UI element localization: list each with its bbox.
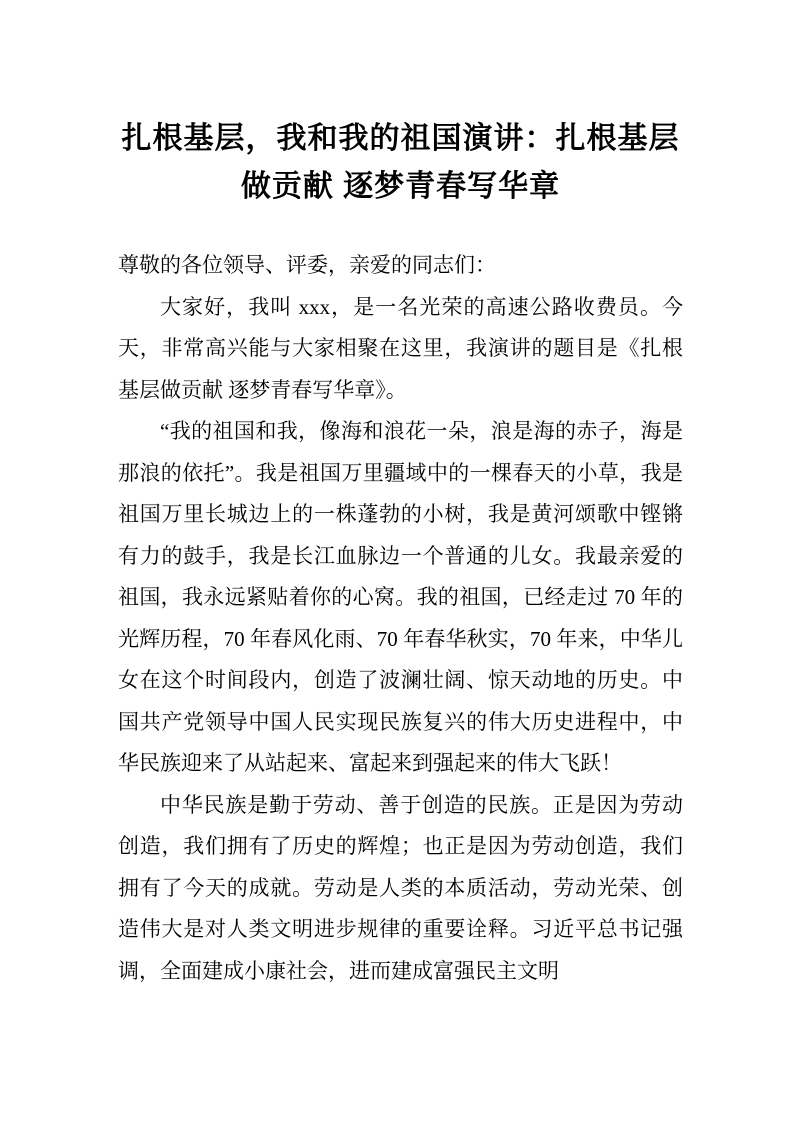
document-title-line1: 扎根基层，我和我的祖国演讲：扎根基层	[121, 122, 680, 155]
paragraph-greeting: 尊敬的各位领导、评委，亲爱的同志们：	[118, 253, 496, 277]
document-title	[118, 115, 683, 211]
paragraph-motherland: “我的祖国和我，像海和浪花一朵，浪是海的赤子，海是那浪的依托”。我是祖国万里疆域中的一棵春天的小草，我是祖国万里长城边上的一株蓬勃的小树，我是黄河颂歌中铿锵有力的鼓手，我是长江血脉边一个普通的儿女。我最亲爱的祖国，我永远紧贴着你的心窝。我的祖国，已经走过 70 年的光辉历程，70 年春风化雨、70 年春华秋实，70 年来，中华儿女在这个时间段内，创造了波澜壮阔、惊天动地的历史。中国共产党领导中国人民实现民族复兴的伟大历史进程中，中华民族迎来了从站起来、富起来到强起来的伟大飞跃！	[118, 419, 683, 775]
document-title-line2: 做贡献 逐梦青春写华章	[240, 170, 561, 203]
paragraph-labor: 中华民族是勤于劳动、善于创造的民族。正是因为劳动创造，我们拥有了历史的辉煌；也正是因为劳动创造，我们拥有了今天的成就。劳动是人类的本质活动，劳动光荣、创造伟大是对人类文明进步规律的重要诠释。习近平总书记强调，全面建成小康社会，进而建成富强民主文明	[118, 792, 683, 983]
document-body	[118, 245, 683, 992]
paragraph-intro: 大家好，我叫 xxx，是一名光荣的高速公路收费员。今天，非常高兴能与大家相聚在这里，我演讲的题目是《扎根基层做贡献 逐梦青春写华章》。	[118, 294, 683, 402]
